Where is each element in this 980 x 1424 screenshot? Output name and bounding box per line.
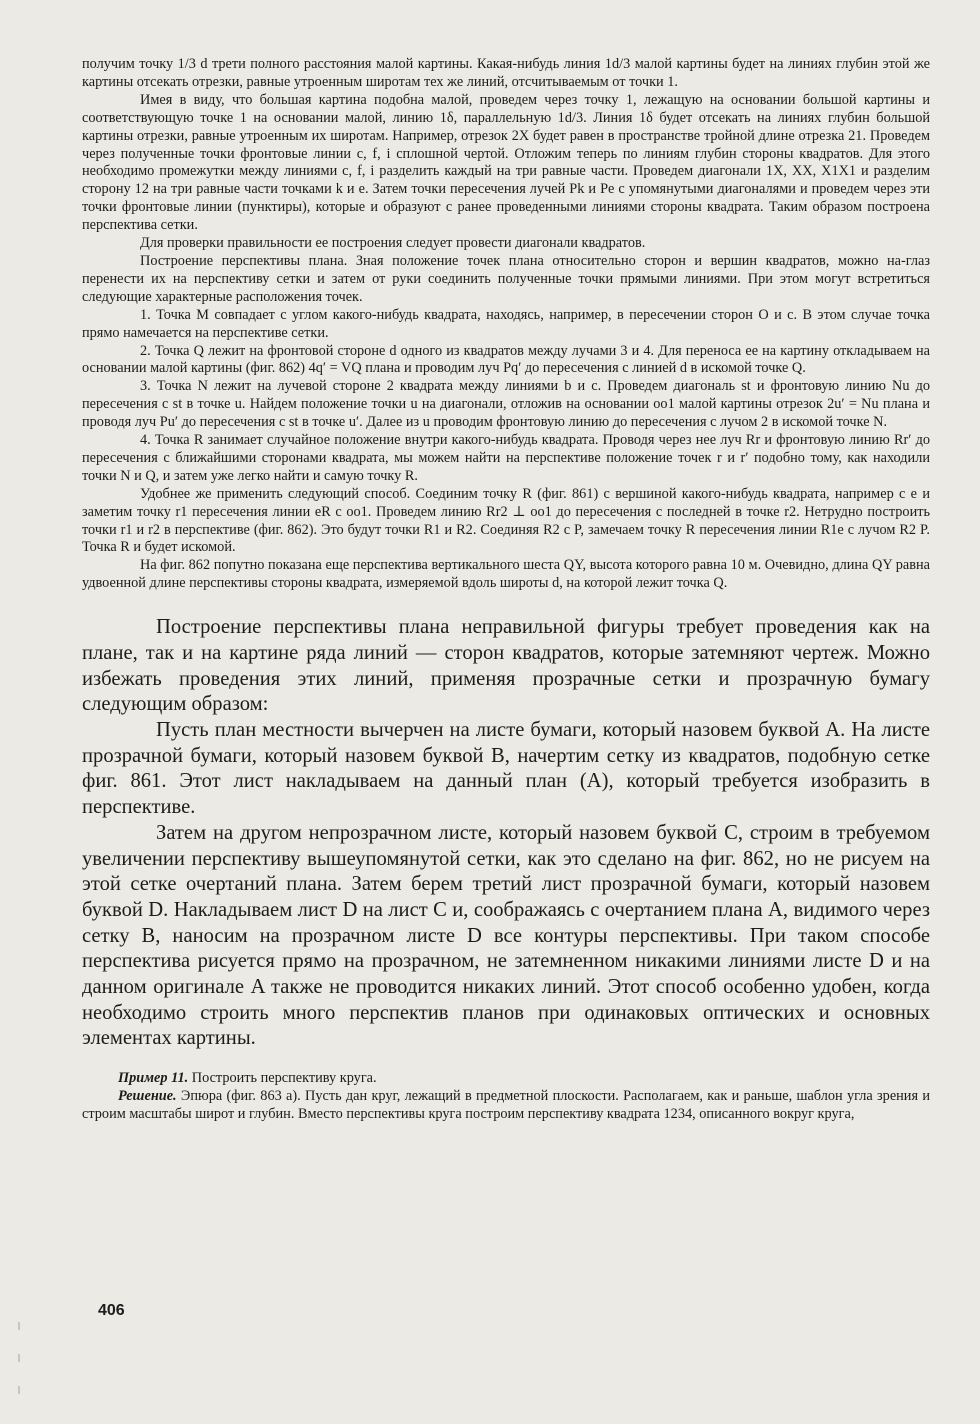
example-section <box>82 1070 930 1124</box>
small-print-section <box>82 56 930 593</box>
paragraph: Пусть план местности вычерчен на листе бумаги, который назовем буквой A. На листе прозрачной бумаги, который назовем буквой B, начертим сетку из квадратов, подобную сетке фиг. 861. Этот лист накладываем на данный план (A), который требуется изобразить в перспективе. <box>82 719 930 819</box>
main-text-section <box>82 615 930 1052</box>
paragraph: Построение перспективы плана неправильной фигуры требует проведения как на плане, так и на картине ряда линий — сторон квадратов, которые затемняют чертеж. Можно избежать проведения этих линий, применяя прозрачные сетки и прозрачную бумагу следующим образом: <box>82 616 930 716</box>
paragraph: Удобнее же применить следующий способ. Соединим точку R (фиг. 861) с вершиной какого-нибудь квадрата, например с e и заметим точку r1 пересечения линии eR с oo1. Проведем линию Rr2 ⊥ oo1 до пересечения с последней в точке r2. Нетрудно построить точки r1 и r2 в перспективе (фиг. 862). Это будут точки R1 и R2. Соединяя R2 с P, замечаем точку R пересечения линии R1e с лучом R2 P. Точка R и будет искомой. <box>82 485 930 556</box>
paragraph: получим точку 1/3 d трети полного расстояния малой картины. Какая-нибудь линия 1d/3 малой картины будет на линиях глубин этой же картины отсекать отрезки, равные утроенным широтам тех же линий, отсчитываемым от точки 1. <box>82 56 930 90</box>
solution-text: Эпюра (фиг. 863 а). Пусть дан круг, лежащий в предметной плоскости. Располагаем, как и раньше, шаблон угла зрения и строим масштабы широт и глубин. Вместо перспективы круга построим перспективу квадрата 1234, описанного вокруг круга, <box>82 1088 930 1122</box>
paragraph: 1. Точка M совпадает с углом какого-нибудь квадрата, находясь, например, в пересечении сторон O и c. В этом случае точка прямо намечается на перспективе сетки. <box>82 306 930 341</box>
paragraph: 3. Точка N лежит на лучевой стороне 2 квадрата между линиями b и c. Проведем диагональ st и фронтовую линию Nu до пересечения с st в точке u. Найдем положение точки u на диагонали, отложив на основании oo1 малой картины отрезок 2u′ = Nu плана и проводя луч Pu′ до пересечения с st в точке u′. Далее из u проводим фронтовую линию до пересечения с лучом 2 в искомой точке N. <box>82 378 930 431</box>
paragraph: Имея в виду, что большая картина подобна малой, проведем через точку 1, лежащую на основании большой картины и соответствующую точке 1 на основании малой, линию 1δ, параллельную 1d/3. Линия 1δ будет отсекать на линиях глубин большой картины отрезки, равные утроенным их широтам. Например, отрезок 2X будет равен в пространстве тройной длине отрезка 21. Проведем через полученные точки фронтовые линии c, f, i сплошной чертой. Отложим теперь по линиям глубин стороны квадратов. Для этого необходимо промежутки между линиями c, f, i разделить каждый на три равные части. Проведем диагонали 1X, XX, X1X1 и разделим сторону 12 на три равные части точками k и e. Затем точки пересечения лучей Pk и Pe с упомянутыми диагоналями и проведем через эти точки фронтовые линии (пунктиры), которые и образуют с ранее проведенными линиями стороны квадрата. Таким образом построена перспектива сетки. <box>82 91 930 234</box>
paragraph: 4. Точка R занимает случайное положение внутри какого-нибудь квадрата. Проводя через нее луч Rr и фронтовую линию Rr′ до пересечения с ближайшими сторонами квадрата, мы можем найти на перспективе положение точек r и r′ подобно тому, как находили точки N и Q, и затем уже легко найти и самую точку R. <box>82 432 930 484</box>
example-solution <box>82 1088 930 1124</box>
paragraph: Для проверки правильности ее построения следует провести диагонали квадратов. <box>140 235 646 252</box>
paragraph: На фиг. 862 попутно показана еще перспектива вертикального шеста QY, высота которого равна 10 м. Очевидно, длина QY равна удвоенной длине перспективы стороны квадрата, измеряемой вдоль широты d, на которой лежит точка Q. <box>82 557 930 592</box>
page-number: 406 <box>98 1302 125 1319</box>
example-title <box>82 1070 930 1088</box>
example-title-text: Построить перспективу круга. <box>188 1070 377 1087</box>
paragraph: Построение перспективы плана. Зная положение точек плана относительно сторон и вершин квадратов, можно на-глаз перенести их на перспективу сетки и затем от руки соединить полученные точки прямыми линиями. При этом могут встретиться следующие характерные расположения точек. <box>82 252 930 305</box>
margin-mark <box>18 1354 20 1362</box>
margin-mark <box>18 1386 20 1394</box>
example-label: Пример 11. <box>118 1070 189 1087</box>
margin-mark <box>18 1322 20 1330</box>
paragraph: Затем на другом непрозрачном листе, который назовем буквой C, строим в требуемом увеличении перспективу вышеупомянутой сетки, как это сделано на фиг. 862, но не рисуем на этой сетке очертаний плана. Затем берем третий лист прозрачной бумаги, который назовем буквой D. Накладываем лист D на лист C и, соображаясь с очертанием плана A, видимого через сетку B, наносим на прозрачном листе D все контуры перспективы. При таком способе перспектива рисуется прямо на прозрачном, не затемненном никакими линиями листе D и на данном оригинале A также не проводится никаких линий. Этот способ особенно удобен, когда необходимо строить много перспектив планов при одинаковых оптических и основных элементах картины. <box>82 821 930 1050</box>
page-body <box>82 56 930 1124</box>
solution-label: Решение. <box>118 1088 177 1105</box>
paragraph: 2. Точка Q лежит на фронтовой стороне d одного из квадратов между лучами 3 и 4. Для переноса ее на картину откладываем на основании малой картины (фиг. 862) 4q′ = VQ плана и проводим луч Pq′ до пересечения с линией d в искомой точке Q. <box>82 342 930 377</box>
